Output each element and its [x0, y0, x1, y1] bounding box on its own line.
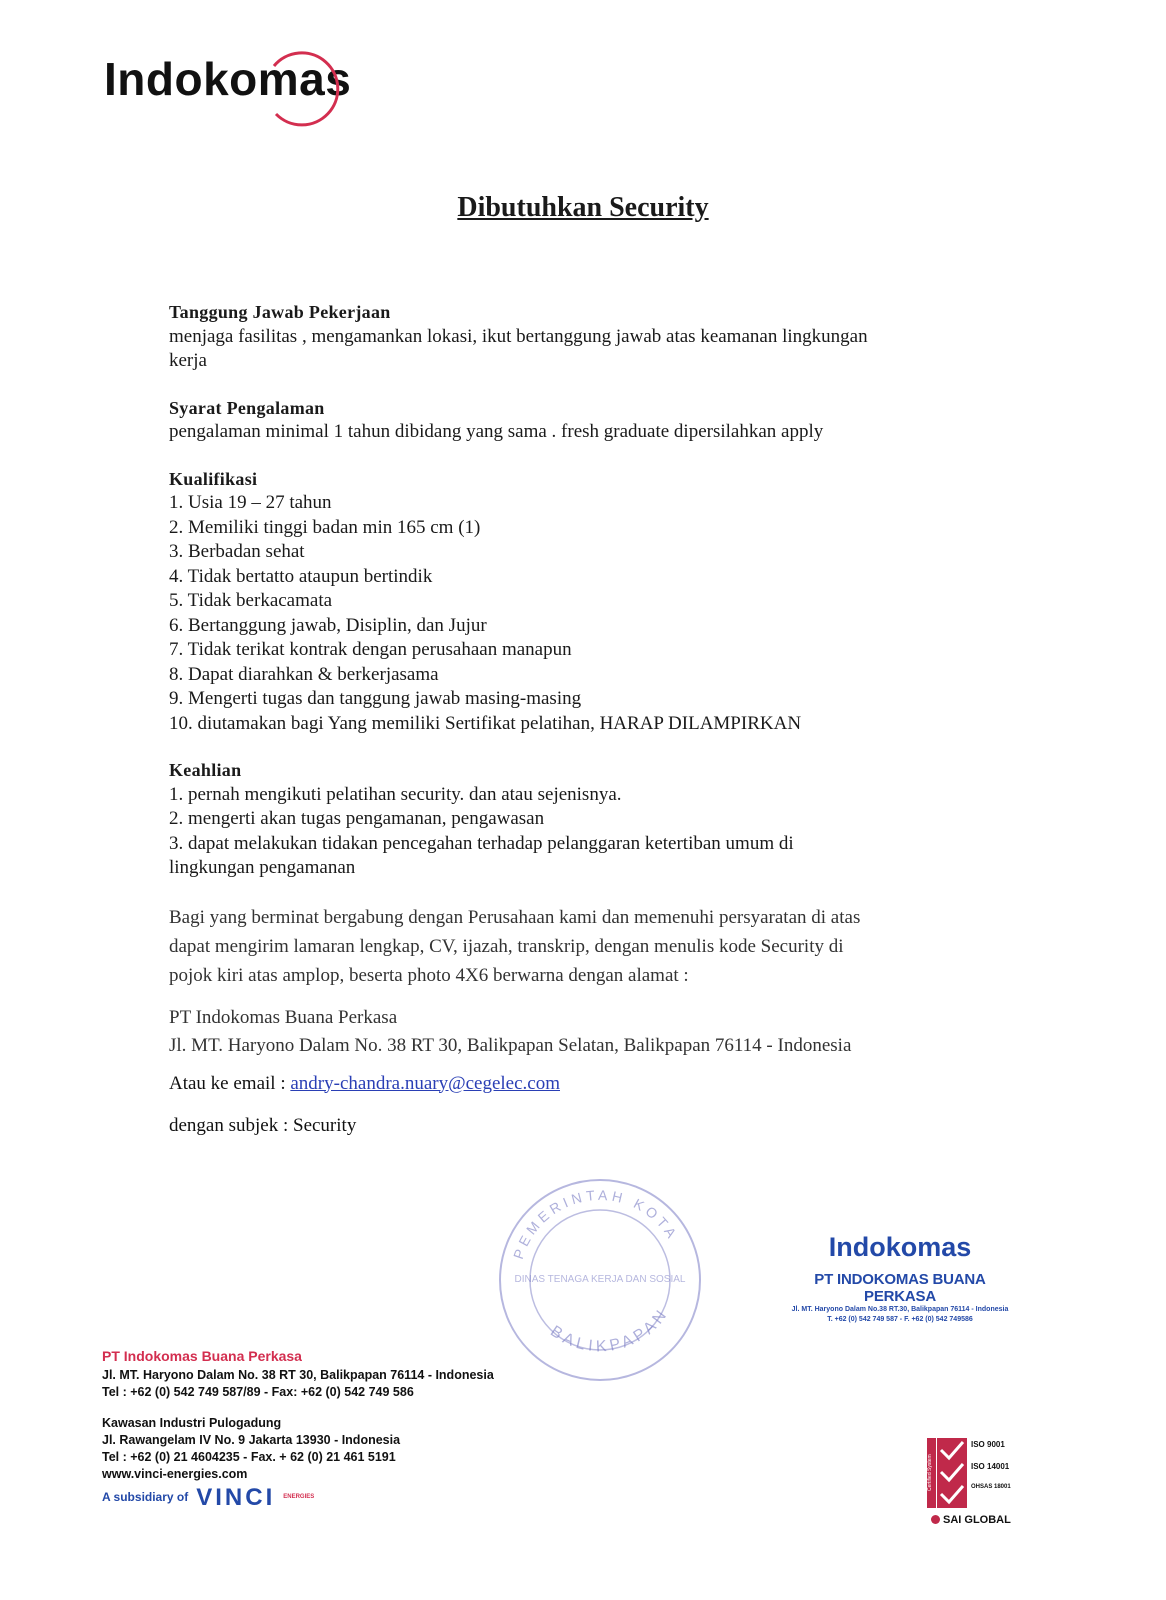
checkmark-icon [937, 1438, 967, 1508]
experience-section [169, 396, 989, 445]
subsidiary-text: A subsidiary of [102, 1490, 189, 1504]
closing-line3: pojok kiri atas amplop, beserta photo 4X6 berwarna dengan alamat : [169, 964, 689, 986]
email-label: Atau ke email : [169, 1072, 286, 1094]
company-stamp-logo [785, 1232, 1015, 1332]
stamp-middle-text: DINAS TENAGA KERJA DAN SOSIAL [514, 1274, 686, 1285]
stamp-company-phone: T. +62 (0) 542 749 587 - F. +62 (0) 542 749586 [827, 1316, 973, 1323]
stamp-bottom-text: BALIKPAPAN [547, 1304, 673, 1356]
email-link[interactable]: andry-chandra.nuary@cegelec.com [290, 1072, 560, 1094]
sai-global-logo [931, 1514, 1011, 1526]
list-item: lingkungan pengamanan [169, 857, 356, 878]
qualification-heading: Kualifikasi [169, 468, 258, 489]
footer-website[interactable]: www.vinci-energies.com [102, 1467, 248, 1481]
email-subject: dengan subjek : Security [169, 1115, 357, 1136]
footer-phone1: Tel : +62 (0) 542 749 587/89 - Fax: +62 (0) 542 749 586 [102, 1385, 414, 1399]
list-item: 3. Berbadan sehat [169, 541, 305, 562]
responsibility-heading: Tanggung Jawab Pekerjaan [169, 302, 391, 322]
sai-dot-icon [931, 1515, 940, 1524]
footer-company: PT Indokomas Buana Perkasa [102, 1348, 302, 1364]
list-item: 8. Dapat diarahkan & berkerjasama [169, 663, 439, 685]
email-line [169, 1072, 989, 1097]
certification-badge [927, 1438, 1027, 1528]
logo-text: Indokomas [104, 53, 352, 105]
address-street: Jl. MT. Haryono Dalam No. 38 RT 30, Balikpapan Selatan, Balikpapan 76114 - Indonesia [169, 1034, 852, 1056]
skill-heading: Keahlian [169, 760, 242, 780]
footer-address2: Jl. Rawangelam IV No. 9 Jakarta 13930 - Indonesia [102, 1433, 401, 1447]
job-content [169, 300, 989, 1139]
footer-phone2: Tel : +62 (0) 21 4604235 - Fax. + 62 (0) 21 461 5191 [102, 1450, 396, 1464]
qualification-section [169, 467, 989, 737]
list-item: 2. Memiliki tinggi badan min 165 cm (1) [169, 516, 481, 538]
company-logo [104, 52, 354, 132]
closing-line1: Bagi yang berminat bergabung dengan Perusahaan kami dan memenuhi persyaratan di atas [169, 906, 861, 928]
list-item: 7. Tidak terikat kontrak dengan perusahaan manapun [169, 639, 572, 660]
iso-9001-label: ISO 9001 [971, 1440, 1005, 1449]
vinci-energies-text: ENERGIES [283, 1494, 315, 1500]
list-item: 10. diutamakan bagi Yang memiliki Sertifikat pelatihan, HARAP DILAMPIRKAN [169, 712, 802, 734]
list-item: 5. Tidak berkacamata [169, 590, 333, 611]
footer-area: Kawasan Industri Pulogadung [102, 1416, 282, 1430]
page-title: Dibutuhkan Security [457, 192, 709, 223]
list-item: 3. dapat melakukan tidakan pencegahan terhadap pelanggaran ketertiban umum di [169, 832, 794, 854]
vinci-logo-text: VINCI [196, 1484, 276, 1511]
closing-line2: dapat mengirim lamaran lengkap, CV, ijazah, transkrip, dengan menulis kode Security di [169, 935, 844, 957]
svg-text:BALIKPAPAN [547, 1305, 672, 1356]
footer [102, 1348, 562, 1511]
address-block [169, 1004, 989, 1060]
stamp-company-address: Jl. MT. Haryono Dalam No.38 RT.30, Balikpapan 76114 - Indonesia [791, 1306, 1009, 1313]
list-item: 4. Tidak bertatto ataupun bertindik [169, 565, 433, 587]
certified-system-label: Certified System [927, 1438, 936, 1508]
experience-heading: Syarat Pengalaman [169, 397, 325, 418]
ohsas-label: OHSAS 18001 [971, 1484, 1011, 1490]
stamp-company-name: PT INDOKOMAS BUANA PERKASA [814, 1271, 986, 1305]
vinci-row [102, 1484, 562, 1511]
responsibility-text-line2: kerja [169, 350, 207, 371]
list-item: 2. mengerti akan tugas pengamanan, pengawasan [169, 808, 545, 829]
responsibility-section [169, 300, 989, 374]
closing-paragraph [169, 903, 989, 990]
skill-section [169, 758, 989, 881]
list-item: 1. pernah mengikuti pelatihan security. dan atau sejenisnya. [169, 783, 622, 805]
list-item: 1. Usia 19 – 27 tahun [169, 492, 332, 513]
stamp-top-text: PEMERINTAH KOTA [509, 1186, 682, 1262]
experience-text: pengalaman minimal 1 tahun dibidang yang sama . fresh graduate dipersilahkan apply [169, 421, 824, 442]
address-company: PT Indokomas Buana Perkasa [169, 1006, 398, 1028]
responsibility-text-line1: menjaga fasilitas , mengamankan lokasi, ikut bertanggung jawab atas keamanan lingkungan [169, 325, 868, 347]
footer-address1: Jl. MT. Haryono Dalam No. 38 RT 30, Balikpapan 76114 - Indonesia [102, 1368, 494, 1382]
list-item: 6. Bertanggung jawab, Disiplin, dan Jujur [169, 614, 487, 636]
iso-14001-label: ISO 14001 [971, 1462, 1010, 1471]
list-item: 9. Mengerti tugas dan tanggung jawab masing-masing [169, 688, 582, 709]
stamp-logo-text: Indokomas [828, 1232, 972, 1262]
logo-swoosh-icon [254, 44, 344, 134]
sai-global-text: SAI GLOBAL [943, 1514, 1011, 1526]
